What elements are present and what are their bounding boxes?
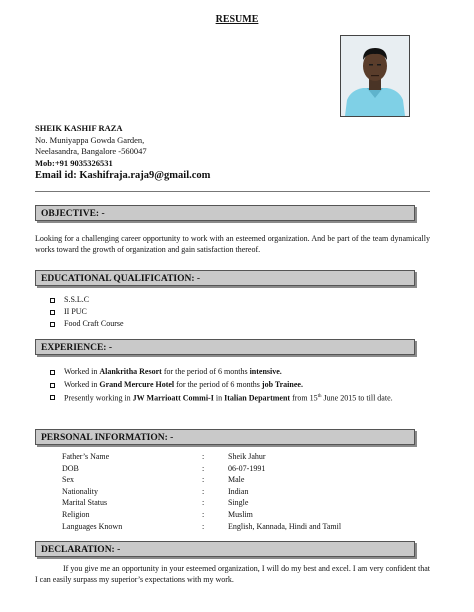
objective-heading: OBJECTIVE: - bbox=[35, 205, 415, 221]
table-row: Nationality : Indian bbox=[62, 486, 249, 496]
address-line-2: Neelasandra, Bangalore -560047 bbox=[35, 146, 147, 156]
experience-list bbox=[50, 366, 430, 405]
list-item: Presently working in JW Marrioatt Commi-I in Italian Department from 15th June 2015 to till date. bbox=[50, 391, 430, 405]
bullet-icon bbox=[50, 310, 55, 315]
declaration-text: If you give me an opportunity in your esteemed organization, I will do my best and excel. I am very confident that I can easily surpass my superior’s expectations with my work. bbox=[35, 564, 430, 584]
contact-block bbox=[35, 123, 210, 183]
experience-heading: EXPERIENCE: - bbox=[35, 339, 415, 355]
table-row: Father’s Name : Sheik Jahur bbox=[62, 452, 266, 461]
table-row: DOB : 06-07-1991 bbox=[62, 463, 266, 473]
list-item: Food Craft Course bbox=[50, 318, 430, 330]
personal-info-table bbox=[62, 451, 341, 532]
email-address: Email id: Kashifraja.raja9@gmail.com bbox=[35, 170, 211, 181]
address-line-1: No. Muniyappa Gowda Garden, bbox=[35, 134, 145, 145]
list-item: S.S.L.C bbox=[50, 294, 430, 306]
bullet-icon bbox=[50, 298, 55, 303]
list-item: II PUC bbox=[50, 306, 430, 318]
list-item: Worked in Grand Mercure Hotel for the period of 6 months job Trainee. bbox=[50, 379, 430, 392]
table-row: Religion : Muslim bbox=[62, 509, 253, 519]
bullet-icon bbox=[50, 322, 55, 327]
divider bbox=[35, 191, 430, 192]
education-list bbox=[50, 294, 430, 330]
personal-info-heading: PERSONAL INFORMATION: - bbox=[35, 429, 415, 445]
objective-text: Looking for a challenging career opportunity to work with an esteemed organization. And be part of the team dynamically works toward the growth of organization and gain satisfaction thereof. bbox=[35, 234, 430, 254]
page-title: RESUME bbox=[215, 14, 259, 25]
declaration-heading: DECLARATION: - bbox=[35, 541, 415, 557]
bullet-icon bbox=[50, 395, 55, 400]
bullet-icon bbox=[50, 370, 55, 375]
list-item: Worked in Alankritha Resort for the period of 6 months intensive. bbox=[50, 366, 430, 379]
table-row: Marital Status : Single bbox=[62, 498, 249, 508]
education-heading: EDUCATIONAL QUALIFICATION: - bbox=[35, 270, 415, 286]
table-row: Languages Known : English, Kannada, Hindi and Tamil bbox=[62, 521, 342, 531]
mobile-number: Mob:+91 9035326531 bbox=[35, 157, 113, 168]
candidate-name: SHEIK KASHIF RAZA bbox=[35, 123, 123, 133]
table-row: Sex : Male bbox=[62, 475, 245, 485]
profile-photo bbox=[340, 35, 410, 117]
bullet-icon bbox=[50, 383, 55, 388]
